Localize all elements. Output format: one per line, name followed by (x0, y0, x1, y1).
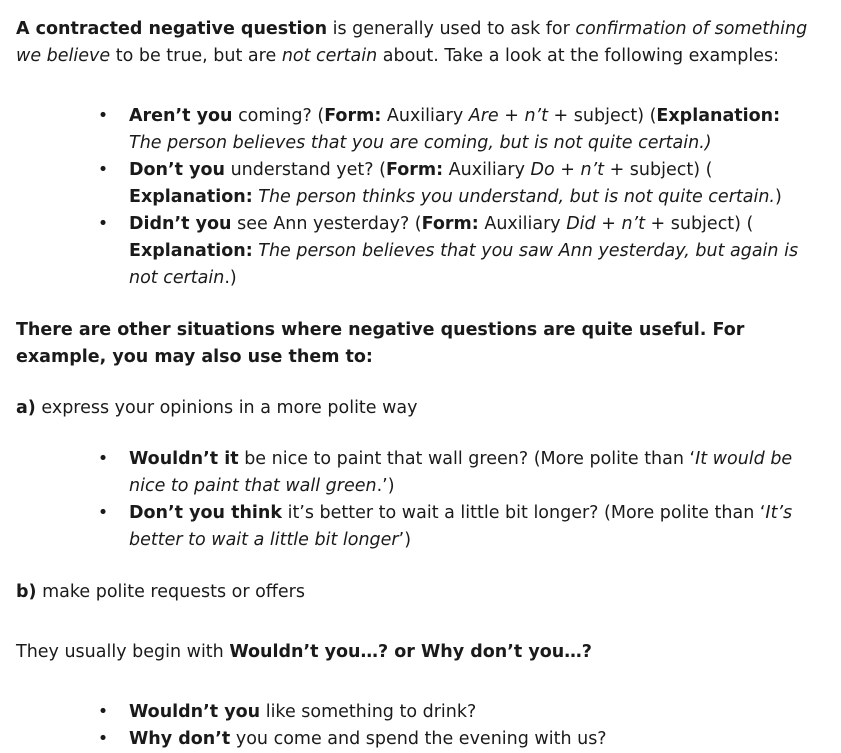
intro-paragraph (16, 16, 816, 70)
list-item (0, 157, 818, 211)
form-label: Form: (324, 106, 382, 126)
example-text: Auxiliary (478, 214, 567, 234)
explanation-text: The person thinks you understand, but is not quite certain. (258, 187, 775, 207)
explanation-text: The person believes that you are coming, but is not quite certain.) (129, 133, 712, 153)
example-text: .) (224, 268, 237, 288)
bullet-icon: • (97, 449, 109, 469)
examples-list (0, 103, 818, 292)
explanation-label: Explanation: (656, 106, 781, 126)
example-text: Auxiliary (443, 160, 531, 180)
list-item (0, 699, 818, 726)
example-text: + subject) ( (644, 214, 754, 234)
intro-emphasis: not certain (281, 46, 378, 66)
intro-text: is generally used to ask for (327, 19, 576, 39)
example-text: see Ann yesterday? ( (231, 214, 422, 234)
section-a-text: express your opinions in a more polite way (35, 398, 418, 418)
list-item (0, 726, 818, 753)
example-quote: It’s better to wait a little bit longer (129, 503, 793, 550)
form-label: Form: (385, 160, 444, 180)
example-auxiliary: Do (530, 160, 555, 180)
term-contracted-negative-question: A contracted negative question (16, 19, 328, 39)
example-phrase: Wouldn’t you (129, 702, 261, 722)
example-phrase: Don’t you (129, 160, 226, 180)
other-situations-text: There are other situations where negative questions are quite useful. For example, you may also use them to: (16, 320, 745, 367)
example-auxiliary: Did (566, 214, 596, 234)
example-text: you come and spend the evening with us? (230, 729, 607, 749)
request-examples-list (0, 699, 818, 753)
bullet-icon: • (97, 214, 109, 234)
list-item (0, 211, 818, 292)
section-a-marker: a) (16, 398, 36, 418)
begin-text: They usually begin with (16, 642, 230, 662)
example-contraction: n’t (524, 106, 548, 126)
polite-examples-list (0, 446, 818, 554)
example-phrase: Wouldn’t it (129, 449, 239, 469)
example-text: ’) (398, 530, 412, 550)
section-b-text: make polite requests or offers (36, 582, 305, 602)
bullet-icon: • (97, 702, 109, 722)
explanation-label: Explanation: (129, 241, 253, 261)
example-text: coming? ( (232, 106, 325, 126)
form-label: Form: (421, 214, 479, 234)
example-contraction: n’t (580, 160, 605, 180)
example-text: + (498, 106, 525, 126)
example-contraction: n’t (621, 214, 645, 234)
example-text: be nice to paint that wall green? (More polite than ‘ (238, 449, 696, 469)
example-text: it’s better to wait a little bit longer? (More polite than ‘ (282, 503, 766, 523)
example-auxiliary: Are (468, 106, 499, 126)
other-situations-paragraph (16, 317, 816, 371)
bullet-icon: • (97, 729, 109, 749)
example-text: .’) (376, 476, 395, 496)
example-text: ) (774, 187, 782, 207)
section-b (16, 579, 816, 606)
example-phrase: Aren’t you (129, 106, 233, 126)
intro-emphasis: confirmation of something we believe (16, 19, 808, 66)
example-quote: It would be nice to paint that wall green (129, 449, 793, 496)
bullet-icon: • (97, 160, 109, 180)
list-item (0, 446, 818, 500)
example-phrase: Didn’t you (129, 214, 232, 234)
intro-text: about. Take a look at the following examples: (377, 46, 779, 66)
begin-paragraph (16, 639, 816, 666)
example-phrase: Don’t you think (129, 503, 283, 523)
begin-phrases: Wouldn’t you…? or Why don’t you…? (229, 642, 592, 662)
example-text: + (595, 214, 622, 234)
explanation-label: Explanation: (129, 187, 253, 207)
bullet-icon: • (97, 106, 109, 126)
example-text: + subject) ( (547, 106, 657, 126)
example-text: + (554, 160, 581, 180)
example-text: understand yet? ( (225, 160, 386, 180)
example-text: Auxiliary (381, 106, 469, 126)
explanation-text: The person believes that you saw Ann yesterday, but again is not certain (129, 241, 799, 288)
intro-text: to be true, but are (110, 46, 282, 66)
example-text: + subject) ( (604, 160, 713, 180)
example-text: like something to drink? (260, 702, 477, 722)
bullet-icon: • (97, 503, 109, 523)
list-item (0, 500, 818, 554)
example-phrase: Why don’t (129, 729, 231, 749)
list-item (0, 103, 818, 157)
section-a (16, 395, 816, 422)
section-b-marker: b) (16, 582, 37, 602)
